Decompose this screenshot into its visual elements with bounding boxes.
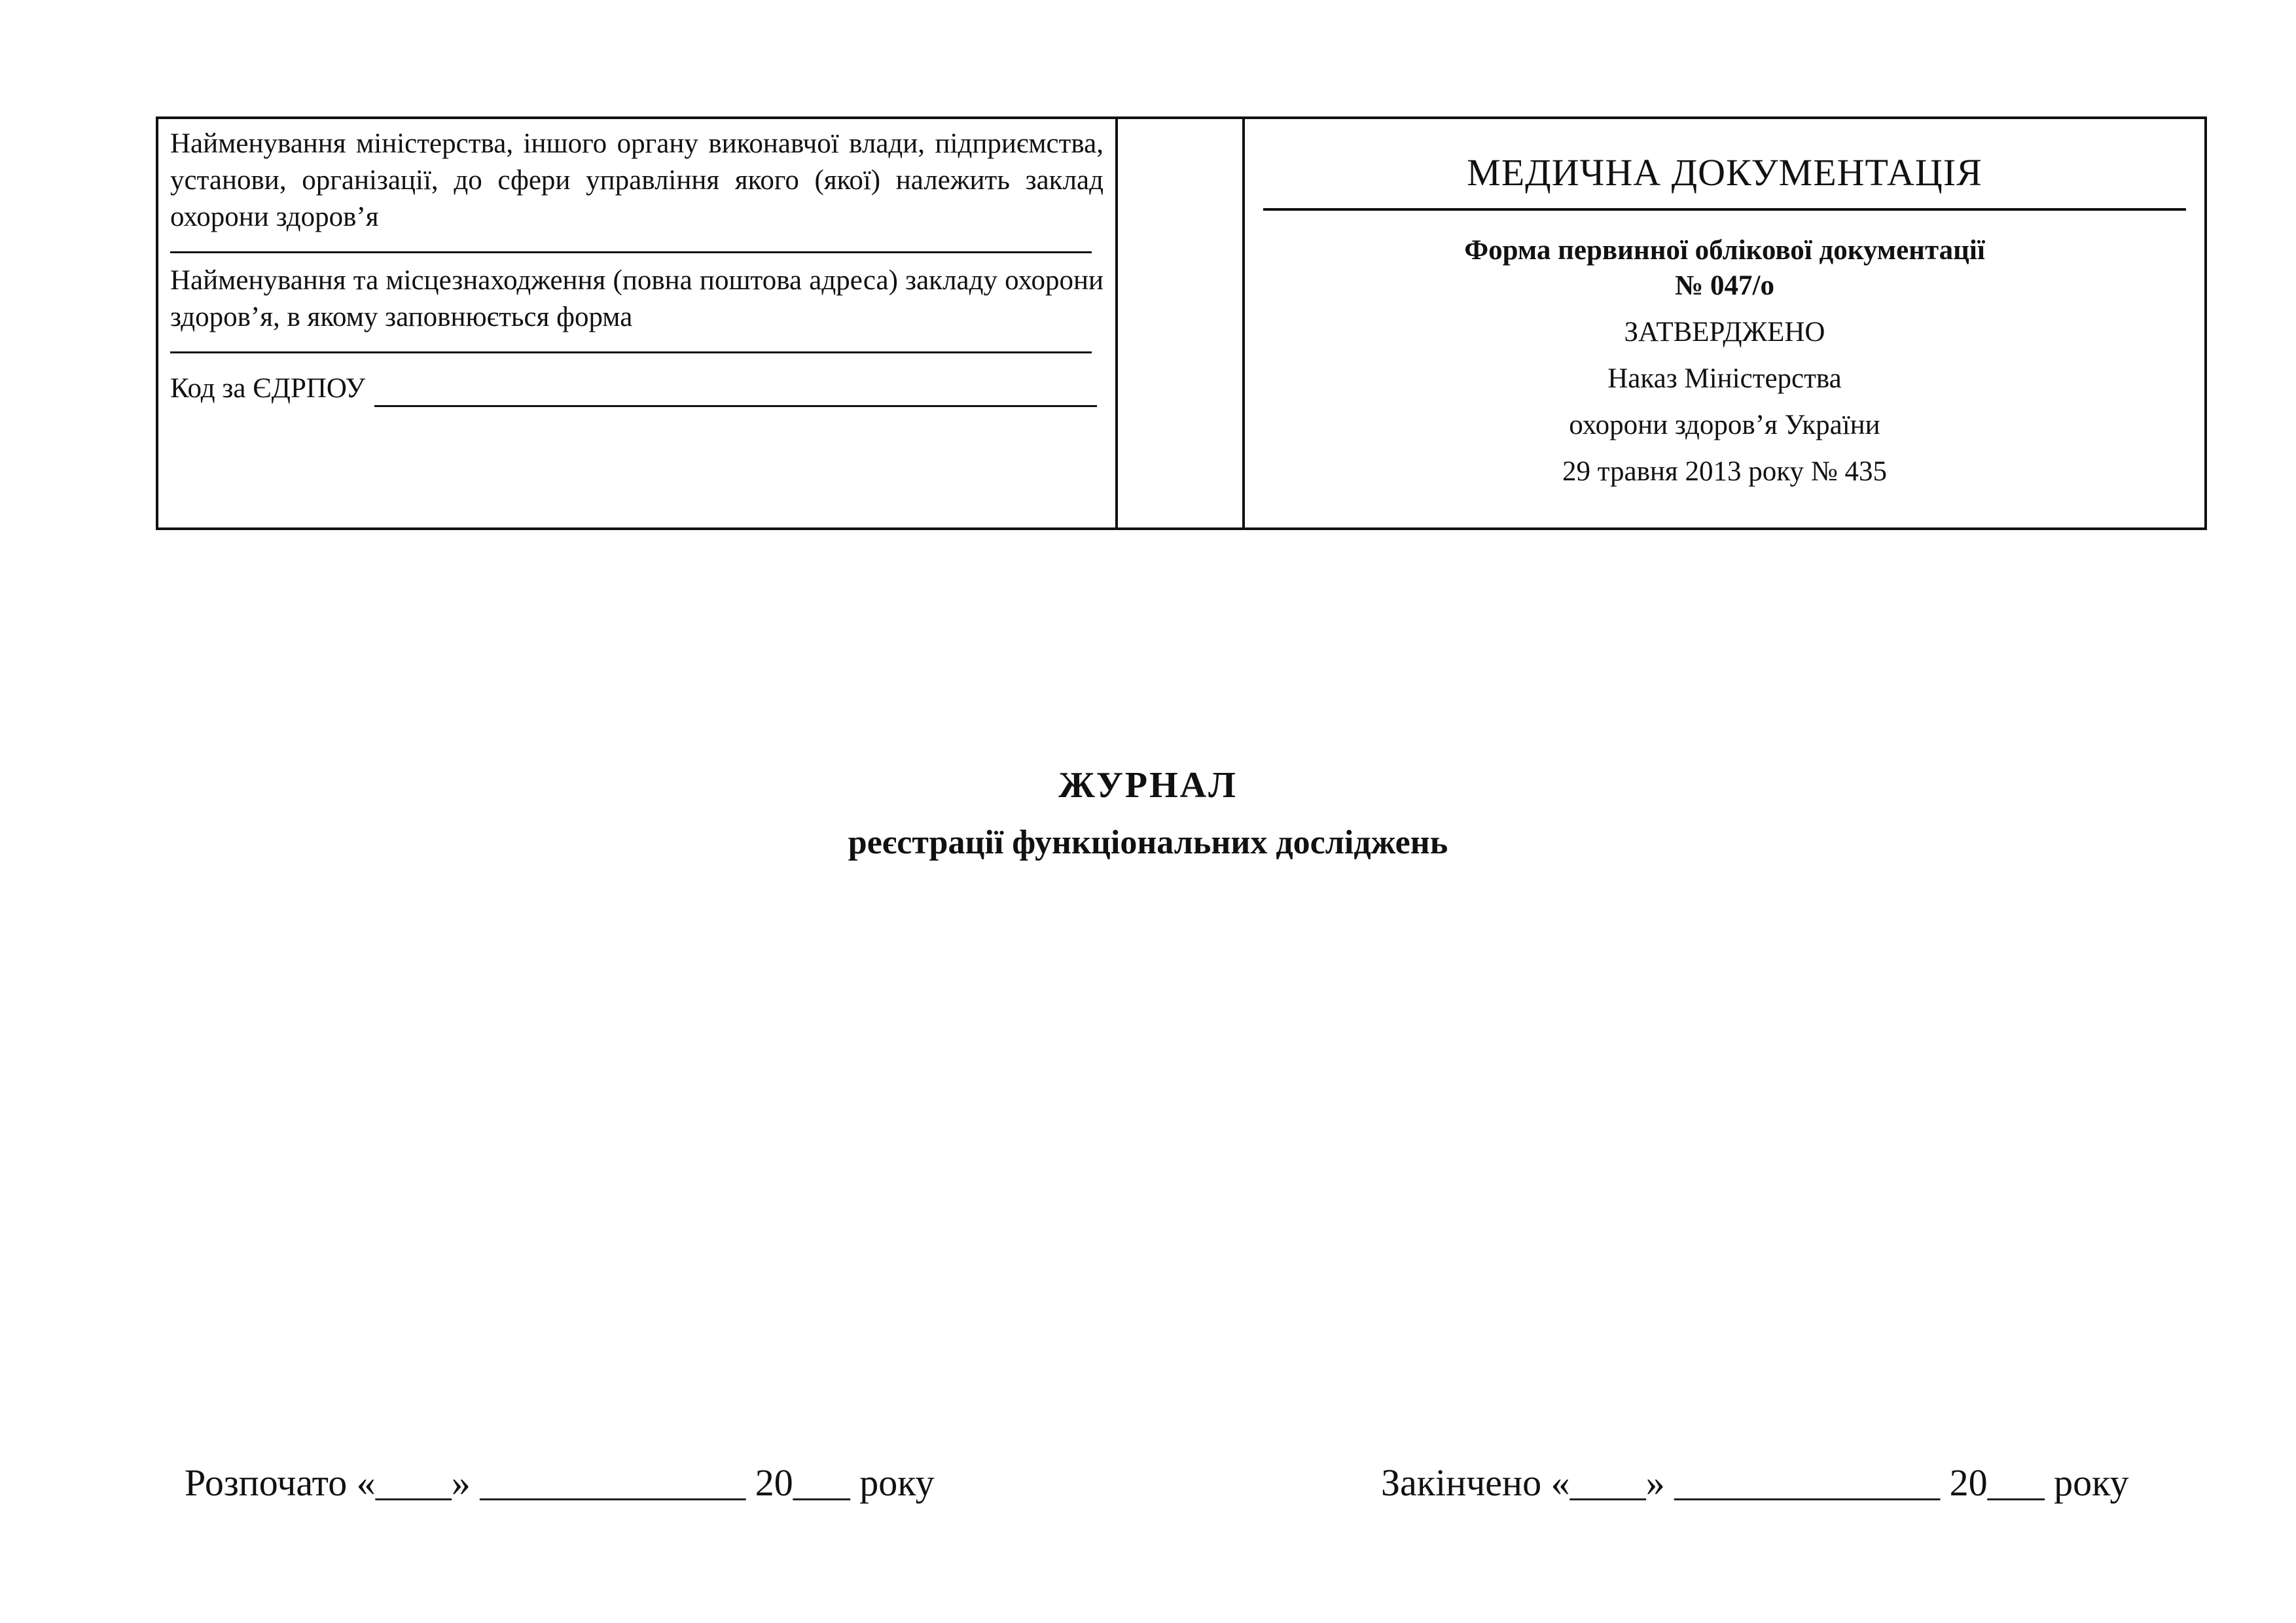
spacer-cell <box>1117 118 1244 529</box>
med-doc-title: МЕДИЧНА ДОКУМЕНТАЦІЯ <box>1467 151 1982 194</box>
org-name-field[interactable] <box>170 251 1092 253</box>
form-title <box>1263 233 2186 304</box>
form-title-line1: Форма первинної облікової документації <box>1464 235 1985 266</box>
facility-name-label: Найменування та місцезнаходження (повна поштова адреса) закладу охорони здоров’я, в якому заповнюється форма <box>170 265 1103 332</box>
started-date-line[interactable]: Розпочато «____» ______________ 20___ року <box>185 1461 935 1504</box>
edrpou-field[interactable] <box>374 379 1097 407</box>
approval-block <box>1263 309 2186 495</box>
org-name-label: Найменування міністерства, іншого органу виконавчої влади, підприємства, установи, організації, до сфери управління якого (якої) належить заклад охорони здоров’я <box>170 128 1103 232</box>
finished-date-line[interactable]: Закінчено «____» ______________ 20___ року <box>1381 1461 2129 1504</box>
edrpou-row <box>170 370 1103 407</box>
form-header-table <box>156 116 2207 530</box>
order-date: 29 травня 2013 року № 435 <box>1562 456 1888 487</box>
title-divider <box>1263 208 2186 211</box>
form-info-cell <box>1244 118 2206 529</box>
facility-name-field[interactable] <box>170 351 1092 353</box>
edrpou-label: Код за ЄДРПОУ <box>170 373 366 404</box>
order-line2: охорони здоров’я України <box>1569 410 1880 440</box>
order-line1: Наказ Міністерства <box>1607 363 1842 394</box>
form-number: № 047/о <box>1675 270 1774 301</box>
journal-title: ЖУРНАЛ <box>1058 765 1238 806</box>
journal-subtitle: реєстрації функціональних досліджень <box>848 824 1448 861</box>
approved-label: ЗАТВЕРДЖЕНО <box>1624 317 1825 348</box>
institution-info-cell <box>157 118 1117 529</box>
